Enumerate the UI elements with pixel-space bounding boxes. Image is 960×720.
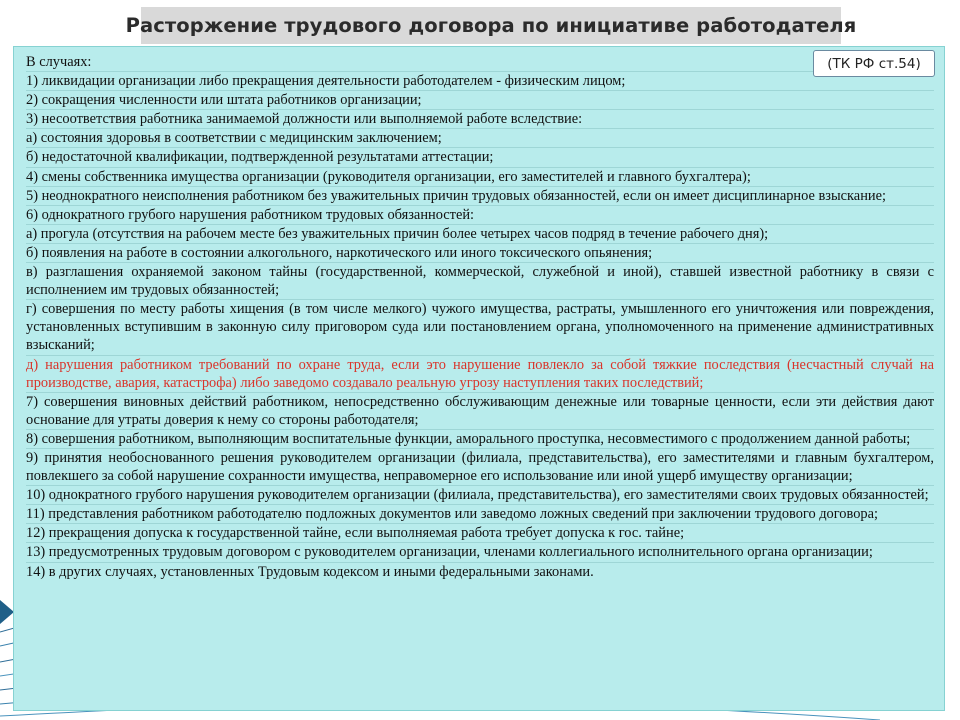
list-item: 6) однократного грубого нарушения работником трудовых обязанностей: [26,206,934,225]
list-item: 9) принятия необоснованного решения руководителем организации (филиала, представительства), его заместителями и главным бухгалтером, повлекшего за собой нарушение сохранности имущества, неправомерное его использование или иной ущерб имуществу организации; [26,449,934,486]
list-item: 11) представления работником работодателю подложных документов или заведомо ложных сведений при заключении трудового договора; [26,505,934,524]
list-item: 4) смены собственника имущества организации (руководителя организации, его заместителей и главного бухгалтера); [26,168,934,187]
list-item: 3) несоответствия работника занимаемой должности или выполняемой работе вследствие: [26,110,934,129]
list-item: 7) совершения виновных действий работником, непосредственно обслуживающим денежные или товарные ценности, если эти действия дают основание для утраты доверия к нему со стороны работодателя; [26,393,934,430]
list-item: 14) в других случаях, установленных Трудовым кодексом и иными федеральными законами. [26,563,594,580]
list-item: 2) сокращения численности или штата работников организации; [26,91,934,110]
law-reference-box [813,50,935,77]
slide-title-bar [125,7,857,44]
list-item: б) недостаточной квалификации, подтвержденной результатами аттестации; [26,148,934,167]
list-item: д) нарушения работником требований по охране труда, если это нарушение повлекло за собой тяжкие последствия (несчастный случай на производстве, авария, катастрофа) либо заведомо создавало реальную угрозу наступления таких последствий; [26,356,934,393]
law-reference: (ТК РФ ст.54) [827,55,921,72]
list-item: г) совершения по месту работы хищения (в том числе мелкого) чужого имущества, растраты, умышленного его уничтожения или повреждения, установленных вступившим в законную силу приговором суда или постановлением органа, уполномоченного на применение административных взысканий; [26,300,934,355]
list-item: 13) предусмотренных трудовым договором с руководителем организации, членами коллегиального исполнительного органа организации; [26,543,934,562]
content-panel [13,46,945,711]
list-item: 1) ликвидации организации либо прекращения деятельности работодателем - физическим лицом; [26,72,934,91]
list-item: 5) неоднократного неисполнения работником без уважительных причин трудовых обязанностей, если он имеет дисциплинарное взыскание; [26,187,934,206]
list-item: 10) однократного грубого нарушения руководителем организации (филиала, представительства), его заместителями своих трудовых обязанностей; [26,486,934,505]
list-item: 12) прекращения допуска к государственной тайне, если выполняемая работа требует допуска к гос. тайне; [26,524,934,543]
list-item: а) прогула (отсутствия на рабочем месте без уважительных причин более четырех часов подряд в течение рабочего дня); [26,225,934,244]
list-item: 8) совершения работником, выполняющим воспитательные функции, аморального проступка, несовместимого с продолжением данной работы; [26,430,934,449]
list-item: б) появления на работе в состоянии алкогольного, наркотического или иного токсического опьянения; [26,244,934,263]
list-item: а) состояния здоровья в соответствии с медицинским заключением; [26,129,934,148]
slide-title: Расторжение трудового договора по инициативе работодателя [125,14,857,37]
list-intro: В случаях: [26,53,934,72]
list-item: в) разглашения охраняемой законом тайны (государственной, коммерческой, служебной и иной), ставшей известной работнику в связи с исполнением им трудовых обязанностей; [26,263,934,300]
grounds-list [26,53,934,581]
